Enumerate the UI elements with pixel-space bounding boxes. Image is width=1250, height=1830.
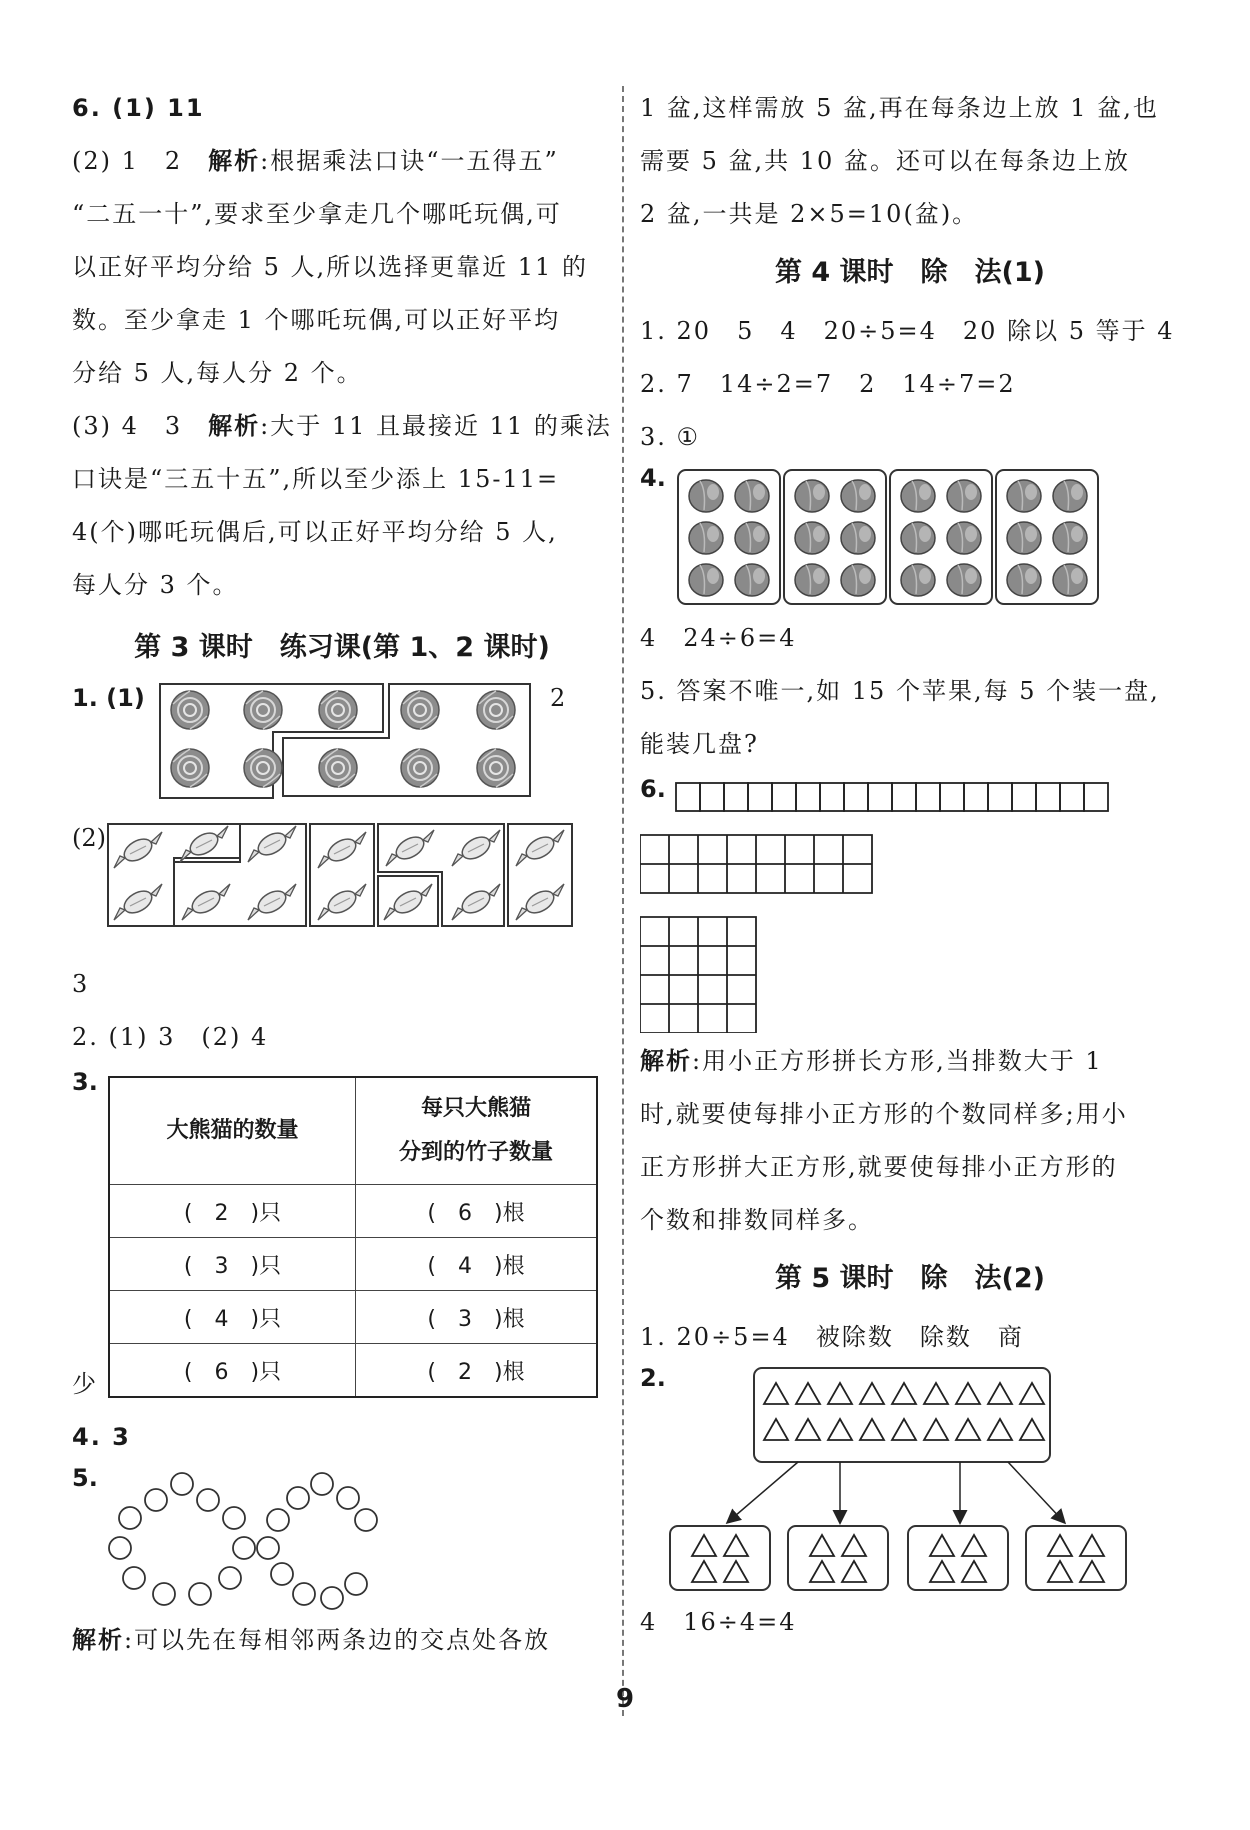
small-square — [892, 783, 916, 811]
small-square — [748, 783, 772, 811]
l3-q1-part2-answer: 3 — [72, 970, 90, 998]
candy-icon — [384, 884, 432, 920]
candy-icon — [114, 832, 162, 868]
explanation-label: 解析 — [208, 412, 261, 440]
triangle-icon — [924, 1419, 948, 1440]
flowerpot-circle-icon — [311, 1473, 333, 1495]
peach-icon — [689, 564, 723, 596]
l4-q1: 1. 20 5 4 20÷5=4 20 除以 5 等于 4 — [640, 317, 1175, 345]
peach-icon — [947, 480, 981, 512]
total-triangles — [764, 1383, 1044, 1440]
l4-q5: 能装几盘? — [640, 730, 759, 758]
small-square — [916, 783, 940, 811]
peach-icon — [841, 522, 875, 554]
small-square — [1060, 783, 1084, 811]
explanation-text: :用小正方形拼长方形,当排数大于 1 — [692, 1047, 1103, 1075]
right-column — [640, 82, 1180, 1649]
candy-icon — [318, 884, 366, 920]
peach-icon — [1053, 480, 1087, 512]
small-square — [1012, 783, 1036, 811]
q6-line: 口诀是“三五十五”,所以至少添上 15-11= — [72, 465, 560, 493]
small-square — [676, 783, 700, 811]
small-square — [700, 783, 724, 811]
total-box — [754, 1368, 1050, 1462]
q6-line — [72, 82, 612, 135]
peach-icon — [1053, 522, 1087, 554]
candy-icon — [248, 884, 296, 920]
table-cell: ( 3 )只 — [109, 1238, 356, 1291]
triangle-icon — [796, 1383, 820, 1404]
triangle-division-figure — [668, 1364, 1138, 1594]
l4-q5: 5. 答案不唯一,如 15 个苹果,每 5 个装一盘, — [640, 677, 1160, 705]
peach-icon — [795, 564, 829, 596]
rose-grouping-figure — [158, 680, 538, 800]
peach-icon — [689, 522, 723, 554]
candy-icon — [248, 826, 296, 862]
triangle-icon — [842, 1561, 866, 1582]
peach-icon — [901, 480, 935, 512]
small-square — [772, 783, 796, 811]
flowerpot-circle-icon — [321, 1587, 343, 1609]
l3-q4 — [72, 1411, 612, 1464]
page-number: 9 — [615, 1684, 635, 1714]
question-text: 4. 3 — [72, 1423, 131, 1451]
l4-q6 — [640, 775, 1180, 1035]
q6-line: 分给 5 人,每人分 2 个。 — [72, 359, 363, 387]
pentagon-5-pots — [109, 1473, 255, 1605]
small-square — [868, 783, 892, 811]
rose-icon — [401, 691, 439, 729]
triangle-icon — [930, 1535, 954, 1556]
table-row — [109, 1238, 597, 1291]
small-square — [940, 783, 964, 811]
flowerpot-circle-icon — [123, 1567, 145, 1589]
flowerpot-circle-icon — [337, 1487, 359, 1509]
q6-line — [72, 135, 612, 188]
explanation-text: :大于 11 且最接近 11 的乘法 — [260, 412, 612, 440]
candy-icon — [452, 884, 500, 920]
q6-line: 以正好平均分给 5 人,所以选择更靠近 11 的 — [72, 253, 588, 281]
flowerpot-circle-icon — [257, 1537, 279, 1559]
triangle-icon — [1048, 1535, 1072, 1556]
small-square — [988, 783, 1012, 811]
q6-part2-answer: (2) 1 2 — [72, 147, 209, 175]
l4-q6-explanation: 个数和排数同样多。 — [640, 1206, 874, 1234]
small-square — [724, 783, 748, 811]
small-square — [1084, 783, 1108, 811]
flowerpot-circle-icon — [223, 1507, 245, 1529]
candy-icon — [452, 830, 500, 866]
candy-icon — [180, 826, 228, 862]
table-cell: ( 4 )根 — [356, 1238, 598, 1291]
l4-q3: 3. ① — [640, 423, 701, 451]
flowerpot-circle-icon — [267, 1509, 289, 1531]
flowerpot-circle-icon — [345, 1573, 367, 1595]
rose-icon — [477, 691, 515, 729]
q5-explanation-continued: 需要 5 盆,共 10 盆。还可以在每条边上放 — [640, 147, 1130, 175]
l4-q6-explanation: 时,就要使每排小正方形的个数同样多;用小 — [640, 1100, 1128, 1128]
peach-icon — [947, 564, 981, 596]
candy-grouping-figure — [106, 822, 576, 932]
table-header — [356, 1077, 598, 1185]
triangle-icon — [924, 1383, 948, 1404]
peach-icon — [1007, 564, 1041, 596]
q6-line — [72, 400, 612, 453]
division-arrows — [728, 1462, 1064, 1522]
q6-line: 数。至少拿走 1 个哪吒玩偶,可以正好平均 — [72, 306, 561, 334]
peach-icon — [841, 564, 875, 596]
triangle-icon — [892, 1419, 916, 1440]
peach-icon — [795, 480, 829, 512]
q6-line: 4(个)哪吒玩偶后,可以正好平均分给 5 人, — [72, 518, 558, 546]
peach-icon — [1053, 564, 1087, 596]
peach-grouping-figure — [676, 468, 1106, 608]
small-square — [796, 783, 820, 811]
answer-value: 2 — [550, 684, 566, 712]
table-cell: ( 6 )只 — [109, 1344, 356, 1398]
triangle-icon — [962, 1535, 986, 1556]
rose-icon — [477, 749, 515, 787]
small-square — [844, 783, 868, 811]
pentagon-10-pots — [257, 1473, 377, 1609]
question-label: 4. — [640, 464, 666, 492]
square-arrangement-figure — [640, 777, 1180, 1033]
triangle-icon — [988, 1383, 1012, 1404]
peach-group — [901, 480, 981, 596]
explanation-label: 解析 — [72, 1626, 124, 1654]
triangle-icon — [988, 1419, 1012, 1440]
table-header-line: 分到的竹子数量 — [398, 1140, 553, 1165]
peach-icon — [901, 522, 935, 554]
rose-icon — [171, 691, 209, 729]
q6-text: 6. (1) 11 — [72, 94, 205, 122]
peach-icon — [901, 564, 935, 596]
rose-icon — [244, 749, 282, 787]
group-box — [908, 1526, 1008, 1590]
flowerpot-circle-icon — [355, 1509, 377, 1531]
flowerpot-circle-icon — [233, 1537, 255, 1559]
l3-q1-part2 — [72, 822, 612, 958]
triangle-icon — [764, 1383, 788, 1404]
triangle-icon — [1080, 1561, 1104, 1582]
peach-icon — [689, 480, 723, 512]
triangle-icon — [1020, 1419, 1044, 1440]
table-header-line: 每只大熊猫 — [420, 1096, 531, 1121]
flowerpot-circle-icon — [153, 1583, 175, 1605]
triangle-icon — [956, 1383, 980, 1404]
flowerpot-circle-icon — [271, 1563, 293, 1585]
triangle-icon — [764, 1419, 788, 1440]
small-square — [964, 783, 988, 811]
l3-q5-explanation — [72, 1614, 612, 1667]
flowerpot-circle-icon — [109, 1537, 131, 1559]
table-cell: ( 2 )根 — [356, 1344, 598, 1398]
q6-line: 每人分 3 个。 — [72, 571, 239, 599]
candy-icon — [386, 830, 434, 866]
table-row — [109, 1344, 597, 1398]
panda-bamboo-table — [108, 1076, 598, 1398]
flowerpot-circle-icon — [287, 1487, 309, 1509]
rose-icon — [171, 749, 209, 787]
q5-explanation-continued: 2 盆,一共是 2×5=10(盆)。 — [640, 200, 979, 228]
flowerpot-circle-icon — [197, 1489, 219, 1511]
group-box — [670, 1526, 770, 1590]
rose-icon — [401, 749, 439, 787]
four-by-four-square — [640, 917, 756, 1033]
candy-icon — [516, 830, 564, 866]
peach-icon — [1007, 522, 1041, 554]
peach-icon — [795, 522, 829, 554]
l3-q5 — [72, 1464, 612, 1614]
triangle-icon — [796, 1419, 820, 1440]
flowerpot-circle-icon — [293, 1583, 315, 1605]
peach-group — [795, 480, 875, 596]
table-cell: ( 2 )只 — [109, 1185, 356, 1238]
lesson-3-title: 第 3 课时 练习课(第 1、2 课时) — [134, 632, 550, 663]
table-row — [109, 1291, 597, 1344]
flowerpot-circle-icon — [171, 1473, 193, 1495]
rose-icon — [319, 691, 357, 729]
triangle-icon — [810, 1535, 834, 1556]
triangle-icon — [956, 1419, 980, 1440]
q5-explanation-continued: 1 盆,这样需放 5 盆,再在每条边上放 1 盆,也 — [640, 94, 1159, 122]
triangle-icon — [1020, 1383, 1044, 1404]
left-column — [72, 82, 612, 1667]
rose-icon — [244, 691, 282, 729]
explanation-text: :可以先在每相邻两条边的交点处各放 — [124, 1626, 551, 1654]
peach-group — [1007, 480, 1087, 596]
q6-line: “二五一十”,要求至少拿走几个哪吒玩偶,可 — [72, 200, 562, 228]
table-cell: ( 6 )根 — [356, 1185, 598, 1238]
explanation-label: 解析 — [208, 147, 261, 175]
lesson-5-title: 第 5 课时 除 法(2) — [774, 1263, 1046, 1294]
column-divider — [622, 86, 624, 1716]
peach-icon — [841, 480, 875, 512]
flowerpot-circle-icon — [119, 1507, 141, 1529]
triangle-icon — [724, 1535, 748, 1556]
arrow-icon — [1008, 1462, 1064, 1522]
explanation-label: 解析 — [640, 1047, 692, 1075]
triangle-icon — [810, 1561, 834, 1582]
l3-q3-answer: 少 — [72, 1370, 98, 1398]
table-cell: ( 3 )根 — [356, 1291, 598, 1344]
triangle-icon — [1048, 1561, 1072, 1582]
question-label: 5. — [72, 1464, 98, 1492]
lesson-4-title: 第 4 课时 除 法(1) — [774, 257, 1046, 288]
l4-q6-explanation — [640, 1035, 1180, 1088]
q6-part3-answer: (3) 4 3 — [72, 412, 209, 440]
l4-q2: 2. 7 14÷2=7 2 14÷7=2 — [640, 370, 1016, 398]
triangle-icon — [930, 1561, 954, 1582]
triangle-icon — [842, 1535, 866, 1556]
peach-group — [689, 480, 769, 596]
l5-q2-answer: 4 16÷4=4 — [640, 1608, 797, 1636]
question-label: 2. — [640, 1364, 666, 1392]
triangle-icon — [962, 1561, 986, 1582]
triangle-icon — [828, 1419, 852, 1440]
two-rows-rectangle — [640, 835, 872, 893]
one-row-of-squares — [676, 783, 1108, 811]
peach-icon — [735, 522, 769, 554]
rose-icon — [319, 749, 357, 787]
question-label: 6. — [640, 775, 666, 803]
candy-icon — [516, 884, 564, 920]
peach-icon — [947, 522, 981, 554]
l4-q6-explanation: 正方形拼大正方形,就要使每排小正方形的 — [640, 1153, 1118, 1181]
l4-q4-answer: 4 24÷6=4 — [640, 624, 797, 652]
triangle-icon — [1080, 1535, 1104, 1556]
candy-icon — [182, 884, 230, 920]
flowerpot-circle-icon — [219, 1567, 241, 1589]
table-cell: ( 4 )只 — [109, 1291, 356, 1344]
l3-q1-part1 — [72, 680, 612, 808]
l4-q4 — [640, 464, 1180, 612]
group-box — [788, 1526, 888, 1590]
triangle-icon — [692, 1535, 716, 1556]
small-square — [820, 783, 844, 811]
l5-q2 — [640, 1364, 1180, 1596]
peach-icon — [1007, 480, 1041, 512]
l5-q1: 1. 20÷5=4 被除数 除数 商 — [640, 1323, 1024, 1351]
group-box — [1026, 1526, 1126, 1590]
flowerpot-circle-icon — [189, 1583, 211, 1605]
peach-icon — [735, 564, 769, 596]
l3-q3 — [72, 1068, 612, 1385]
table-row — [109, 1185, 597, 1238]
peach-icon — [735, 480, 769, 512]
question-label: 1. (1) — [72, 684, 145, 712]
flowerpot-circle-icon — [145, 1489, 167, 1511]
grouped-triangles — [692, 1535, 1104, 1582]
triangle-icon — [860, 1383, 884, 1404]
flowerpot-figure — [100, 1470, 380, 1610]
arrow-icon — [728, 1462, 798, 1522]
triangle-icon — [724, 1561, 748, 1582]
triangle-icon — [860, 1419, 884, 1440]
candy-icon — [318, 832, 366, 868]
question-label: 3. — [72, 1068, 98, 1096]
table-header: 大熊猫的数量 — [109, 1077, 356, 1185]
candy-icon — [114, 884, 162, 920]
triangle-icon — [828, 1383, 852, 1404]
l3-q2: 2. (1) 3 (2) 4 — [72, 1023, 269, 1051]
triangle-icon — [692, 1561, 716, 1582]
small-square — [1036, 783, 1060, 811]
triangle-icon — [892, 1383, 916, 1404]
question-label: (2) — [72, 824, 106, 852]
explanation-text: :根据乘法口诀“一五得五” — [260, 147, 559, 175]
